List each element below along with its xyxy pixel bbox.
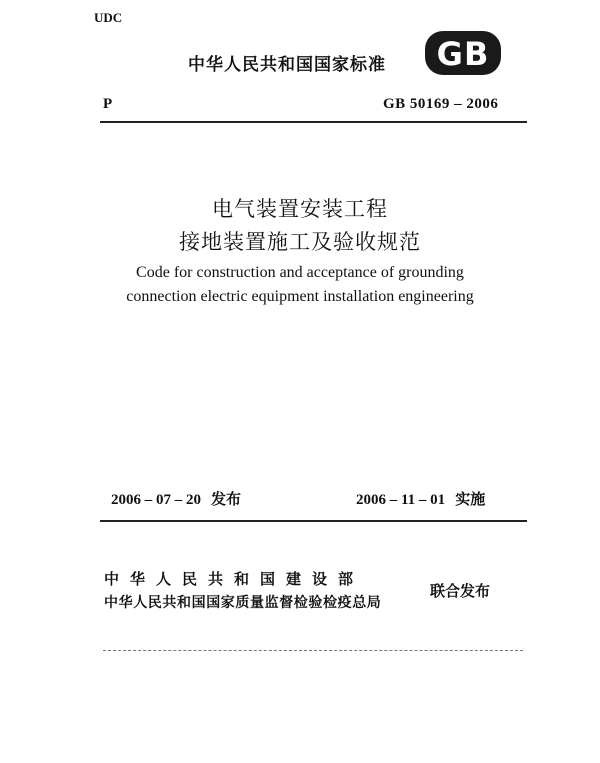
header-divider — [100, 121, 527, 123]
effective-label: 实施 — [455, 490, 486, 508]
issue-date-block — [111, 488, 241, 509]
effective-date-block — [356, 488, 485, 509]
issuer-aqsiq: 中华人民共和国国家质量监督检验检疫总局 — [104, 595, 382, 611]
joint-release-label: 联合发布 — [430, 582, 491, 600]
issuer-ministry: 中华人民共和国建设部 — [104, 570, 365, 588]
national-standard-heading: 中华人民共和国国家标准 — [188, 55, 386, 75]
title-cn-line2: 接地装置施工及验收规范 — [179, 230, 421, 254]
title-en-line1: Code for construction and acceptance of grounding — [136, 264, 464, 281]
gb-logo-text: GB — [436, 35, 490, 73]
udc-label: UDC — [94, 10, 123, 25]
effective-date: 2006 – 11 – 01 — [356, 492, 446, 508]
footer-divider — [100, 520, 527, 522]
issue-date: 2006 – 07 – 20 — [111, 492, 201, 508]
gb-logo — [424, 30, 502, 76]
standard-code: GB 50169 – 2006 — [383, 96, 499, 112]
title-cn-line1: 电气装置安装工程 — [212, 197, 388, 221]
title-en-line2: connection electric equipment installation engineering — [126, 288, 474, 305]
category-label: P — [103, 96, 113, 112]
issue-label: 发布 — [211, 490, 242, 508]
bottom-dashed-rule — [103, 650, 523, 651]
